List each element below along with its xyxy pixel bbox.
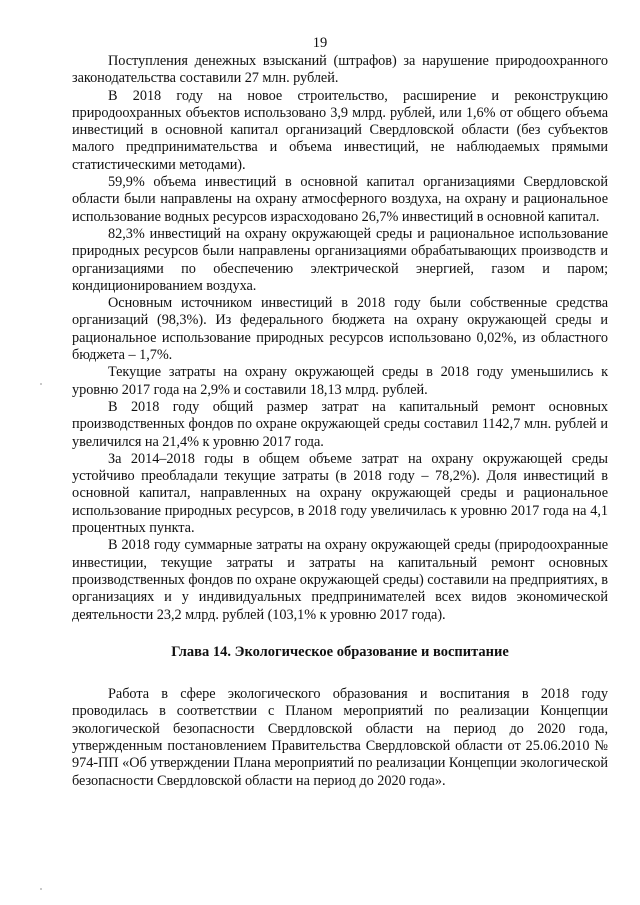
paragraph-industry-share: 82,3% инвестиций на охрану окружающей среды и рациональное использование природных ресурсов были направлены организациями обрабатывающих производств и организациями по обеспечению электрической энергией, газом и паром; кондиционированием воздуха. [72,225,608,294]
paragraph-funding-sources: Основным источником инвестиций в 2018 году были собственные средства организаций (98,3%). Из федерального бюджета на охрану окружающей среды и рациональное использование природных ресурсов использовано 0,02%, из областного бюджета – 1,7%. [72,295,608,364]
paragraph-eco-education: Работа в сфере экологического образования и воспитания в 2018 году проводилась в соответствии с Планом мероприятий по реализации Концепции экологической безопасности Свердловской области на период до 2020 года, утвержденным постановлением Правительства Свердловской области от 25.06.2010 № 974-ПП «Об утверждении Плана мероприятий по реализации Концепции экологической безопасности Свердловской области на период до 2020 года». [72,685,608,789]
scan-speck [40,383,42,385]
paragraph-fines: Поступления денежных взысканий (штрафов) за нарушение природоохранного законодательства составили 27 млн. рублей. [72,53,608,87]
paragraph-total-costs: В 2018 году суммарные затраты на охрану окружающей среды (природоохранные инвестиции, текущие затраты и затраты на капитальный ремонт основных производственных фондов по охране окружающей среды) составили на предприятиях, в организациях и у индивидуальных предпринимателей всех видов экономической деятельности 23,2 млрд. рублей (103,1% к уровню 2017 года). [72,537,608,623]
paragraph-current-costs: Текущие затраты на охрану окружающей среды в 2018 году уменьшились к уровню 2017 года на 2,9% и составили 18,13 млрд. рублей. [72,364,608,398]
body-text [72,53,608,790]
paragraph-construction: В 2018 году на новое строительство, расширение и реконструкцию природоохранных объектов использовано 3,9 млрд. рублей, или 1,6% от общего объема инвестиций в основной капитал организаций Свердловской области (без субъектов малого предпринимательства и объема инвестиций, не наблюдаемых прямыми статистическими методами). [72,87,608,173]
paragraph-capital-repair: В 2018 году общий размер затрат на капитальный ремонт основных производственных фондов по охране окружающей среды составил 1142,7 млн. рублей и увеличился на 21,4% к уровню 2017 года. [72,398,608,450]
chapter-heading: Глава 14. Экологическое образование и воспитание [171,643,509,660]
paragraph-2014-2018: За 2014–2018 годы в общем объеме затрат на охрану окружающей среды устойчиво преобладали текущие затраты (в 2018 году – 78,2%). Доля инвестиций в основной капитал, направленных на охрану окружающей среды и рациональное использование природных ресурсов, в 2018 году увеличилась к уровню 2017 года на 4,1 процентных пункта. [72,450,608,537]
chapter-body [72,686,608,790]
scan-speck [40,888,42,890]
page-number: 19 [312,35,328,51]
paragraph-air-water: 59,9% объема инвестиций в основной капитал организациями Свердловской области были направлены на охрану атмосферного воздуха, на охрану и рациональное использование водных ресурсов израсходовано 26,7% инвестиций в основной капитал. [72,174,608,225]
